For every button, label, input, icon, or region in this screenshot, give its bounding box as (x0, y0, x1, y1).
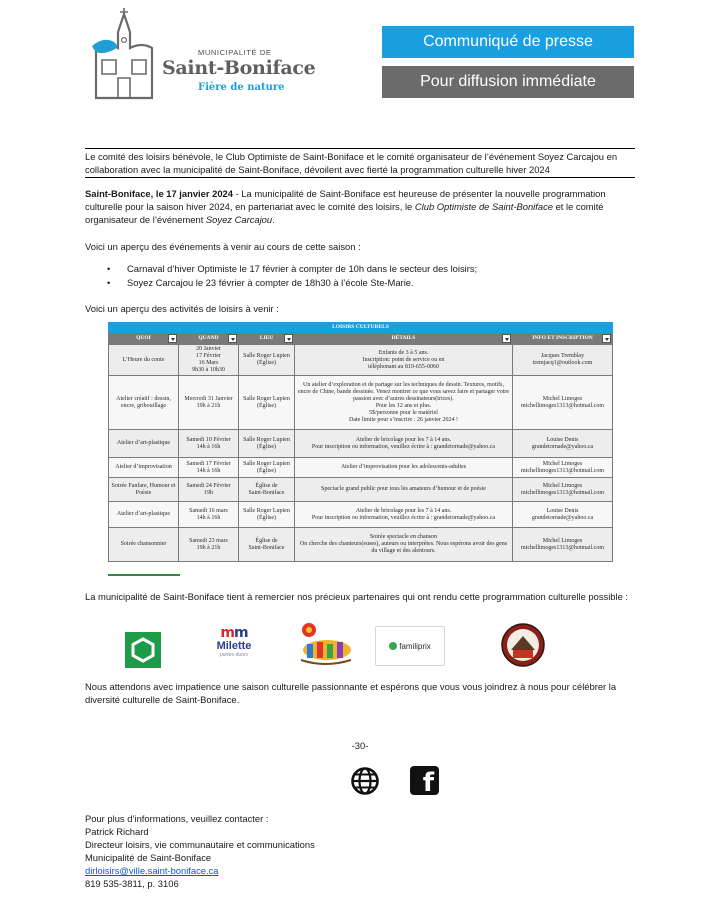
header-cell-lieu[interactable] (239, 333, 295, 345)
table-cell: Samedi 23 mars 19h à 21h (179, 528, 239, 562)
arts-partner-logo (295, 620, 355, 668)
header-cell-info[interactable] (513, 333, 613, 345)
table-cell: Atelier de bricolage pour les 7 à 14 ans. Pour inscription ou information, veuillez écrire à : grandetornade@yahoo.ca (295, 430, 513, 458)
table-cell: Samedi 10 Février 14h à 16h (179, 430, 239, 458)
table-cell: Atelier d’art-plastique (109, 430, 179, 458)
event-item: • Soyez Carcajou le 23 février à compter de 18h30 à l’école Ste-Marie. (107, 276, 477, 290)
table-cell: Un atelier d’exploration et de partage sur les techniques de dessin. Textures, motifs, encre de Chine, bande dessinée. Venez montrer ce que vous savez faire et partager votre passion avec d’autres dessinateurs(trices). Pour les 12 ans et plus. 5$/personne pour le matériel Date limite pour s’inscrire : 26 janvier 2024 ! (295, 376, 513, 430)
table-cell: Salle Roger Lupien (Église) (239, 430, 295, 458)
table-cell: Salle Roger Lupien (Église) (239, 502, 295, 528)
table-cell: Atelier créatif : dessin, encre, gribouillage (109, 376, 179, 430)
table-cell: Salle Roger Lupien (Église) (239, 376, 295, 430)
facebook-glyph: f (422, 768, 434, 798)
familiprix-dot-icon (389, 642, 397, 650)
seal-graphic (499, 622, 547, 668)
contact-name: Patrick Richard (85, 826, 149, 837)
table-cell: Atelier d’art-plastique (109, 502, 179, 528)
table-cell: L’Heure du conte (109, 345, 179, 376)
summary-top-rule (85, 148, 635, 149)
table-cell: 20 Janvier 17 Février 16 Mars 9h30 à 10h30 (179, 345, 239, 376)
table-cell: Soirée chansonnier (109, 528, 179, 562)
globe-icon[interactable] (350, 766, 380, 796)
intro-part1: - La municipalité de Saint-Boniface est heureuse de présenter la nouvelle programmation culturelle pour la saison hiver 2024, en partenariat avec le comité des loisirs, le (85, 188, 606, 212)
press-release-badge: Communiqué de presse (382, 26, 634, 58)
seal-partner-logo (499, 622, 547, 668)
table-cell: Mercredi 31 Janvier 19h à 21h (179, 376, 239, 430)
milette-subtitle: portes·doors (219, 652, 249, 658)
table-cell: Jacques Tremblay tremjacq1@outlook.com (513, 345, 613, 376)
table-row (109, 345, 613, 376)
contact-email-link[interactable]: dirloisirs@ville.saint-boniface.ca (85, 865, 219, 876)
milette-mark: mm (220, 625, 248, 641)
partner-logos (85, 618, 637, 674)
table-body (109, 345, 613, 562)
table-cell: Louise Denis grandetornade@yahoo.ca (513, 502, 613, 528)
table-header-row (109, 333, 613, 345)
table-row (109, 528, 613, 562)
intro-paragraph (85, 187, 637, 226)
events-intro: Voici un aperçu des événements à venir au cours de cette saison : (85, 241, 361, 252)
selection-marker (108, 574, 180, 576)
summary-bottom-rule (85, 177, 635, 178)
logo-city-name: Saint-Boniface (162, 57, 316, 79)
table-cell: Michel Limoges michellimoges1313@hotmail.com (513, 528, 613, 562)
intro-part2: et le comité organisateur de l’événement (85, 201, 604, 225)
table-row (109, 458, 613, 478)
header-label: INFO ET INSCRIPTION (532, 335, 593, 341)
logo-tagline: Fière de nature (198, 82, 285, 93)
header-label: QUOI (136, 335, 151, 341)
dateline: Saint-Boniface, le 17 janvier 2024 (85, 188, 233, 199)
club-name: Club Optimiste de Saint-Boniface (414, 201, 553, 212)
table-cell: Soirée spectacle en chanson On cherche des chanteurs(euses), auteurs ou interprètes. Nous espérons avoir des gens du village et des alentours. (295, 528, 513, 562)
header-label: QUAND (198, 335, 219, 341)
contact-org: Municipalité de Saint-Boniface (85, 852, 212, 863)
table-cell: Atelier de bricolage pour les 7 à 14 ans. Pour inscription ou information, veuillez écrire à : grandetornade@yahoo.ca (295, 502, 513, 528)
table-cell: Atelier d’improvisation (109, 458, 179, 478)
table-cell: Samedi 17 Février 14h à 16h (179, 458, 239, 478)
activities-table-image (108, 322, 612, 576)
table-cell: Salle Roger Lupien (Église) (239, 345, 295, 376)
header-cell-details[interactable] (295, 333, 513, 345)
table-cell: Église de Saint-Boniface (239, 478, 295, 502)
milette-name: Milette (216, 640, 252, 652)
table-cell: Louise Denis grandetornade@yahoo.ca (513, 430, 613, 458)
table-cell: Samedi 16 mars 14h à 16h (179, 502, 239, 528)
activities-intro: Voici un aperçu des activités de loisirs à venir : (85, 303, 279, 314)
event-item: • Carnaval d’hiver Optimiste le 17 février à compter de 10h dans le secteur des loisirs; (107, 262, 477, 276)
facebook-icon[interactable] (410, 766, 439, 798)
intro-part3: . (272, 214, 275, 225)
table-cell: Salle Roger Lupien (Église) (239, 458, 295, 478)
logo-municipalite-text: MUNICIPALITÉ DE (198, 48, 272, 57)
table-cell: Atelier d’improvisation pour les adolescents-adultes (295, 458, 513, 478)
event-name: Soyez Carcajou (205, 214, 273, 225)
header-cell-quoi[interactable] (109, 333, 179, 345)
familiprix-name: familiprix (399, 641, 431, 651)
filter-dropdown-icon[interactable] (284, 334, 293, 343)
table-cell: Michel Limoges michellimoges1313@hotmail.com (513, 458, 613, 478)
table-cell: Michel Limoges michellimoges1313@hotmail.com (513, 478, 613, 502)
milette-logo (209, 626, 259, 668)
filter-dropdown-icon[interactable] (502, 334, 511, 343)
header-label: LIEU (259, 335, 274, 341)
summary-text: Le comité des loisirs bénévole, le Club Optimiste de Saint-Boniface et le comité organisateur de l’événement Soyez Carcajou en collaboration avec la municipalité de Saint-Boniface, dévoilent avec fierté la programmation culturelle hiver 2024 (85, 151, 618, 175)
contact-intro: Pour plus d’informations, veuillez contacter : (85, 813, 269, 824)
table-cell: Église de Saint-Boniface (239, 528, 295, 562)
end-marker: -30- (351, 740, 369, 751)
table-cell: Enfants de 3 à 5 ans. Inscription: point de service ou en téléphonant au 819-655-0060 (295, 345, 513, 376)
table-row (109, 478, 613, 502)
church-logo-icon (88, 8, 160, 104)
thanks-text: La municipalité de Saint-Boniface tient à remercier nos précieux partenaires qui ont rendu cette programmation culturelle possible : (85, 591, 628, 602)
contact-phone: 819 535-3811, p. 3106 (85, 878, 179, 889)
events-list (107, 262, 477, 290)
table-row (109, 502, 613, 528)
immediate-release-badge: Pour diffusion immédiate (382, 66, 634, 98)
table-cell: Soirée Fanfare, Humour et Poésie (109, 478, 179, 502)
table-row (109, 430, 613, 458)
arts-logo-graphic (295, 620, 355, 668)
table-caption: LOISIRS CULTURELS (109, 323, 613, 333)
hexagon-icon (130, 637, 156, 663)
familiprix-logo (375, 626, 445, 666)
filter-dropdown-icon[interactable] (228, 334, 237, 343)
table-cell: Samedi 24 Février 19h (179, 478, 239, 502)
filter-dropdown-icon[interactable] (168, 334, 177, 343)
contact-block (85, 812, 315, 890)
activities-table (108, 322, 613, 562)
green-hexagon-partner-logo (125, 632, 161, 668)
table-row (109, 376, 613, 430)
closing-text: Nous attendons avec impatience une saison culturelle passionnante et espérons que vous vous joindrez à nous pour célébrer la diversité culturelle de Saint-Boniface. (85, 681, 617, 705)
municipality-logo (88, 8, 318, 104)
header-cell-quand[interactable] (179, 333, 239, 345)
table-cell: Michel Limoges michellimoges1313@hotmail.com (513, 376, 613, 430)
filter-dropdown-icon[interactable] (602, 334, 611, 343)
contact-role: Directeur loisirs, vie communautaire et communications (85, 839, 315, 850)
header-label: DÉTAILS (391, 335, 416, 341)
table-cell: Spectacle grand public pour tous les amateurs d’humour et de poésie (295, 478, 513, 502)
